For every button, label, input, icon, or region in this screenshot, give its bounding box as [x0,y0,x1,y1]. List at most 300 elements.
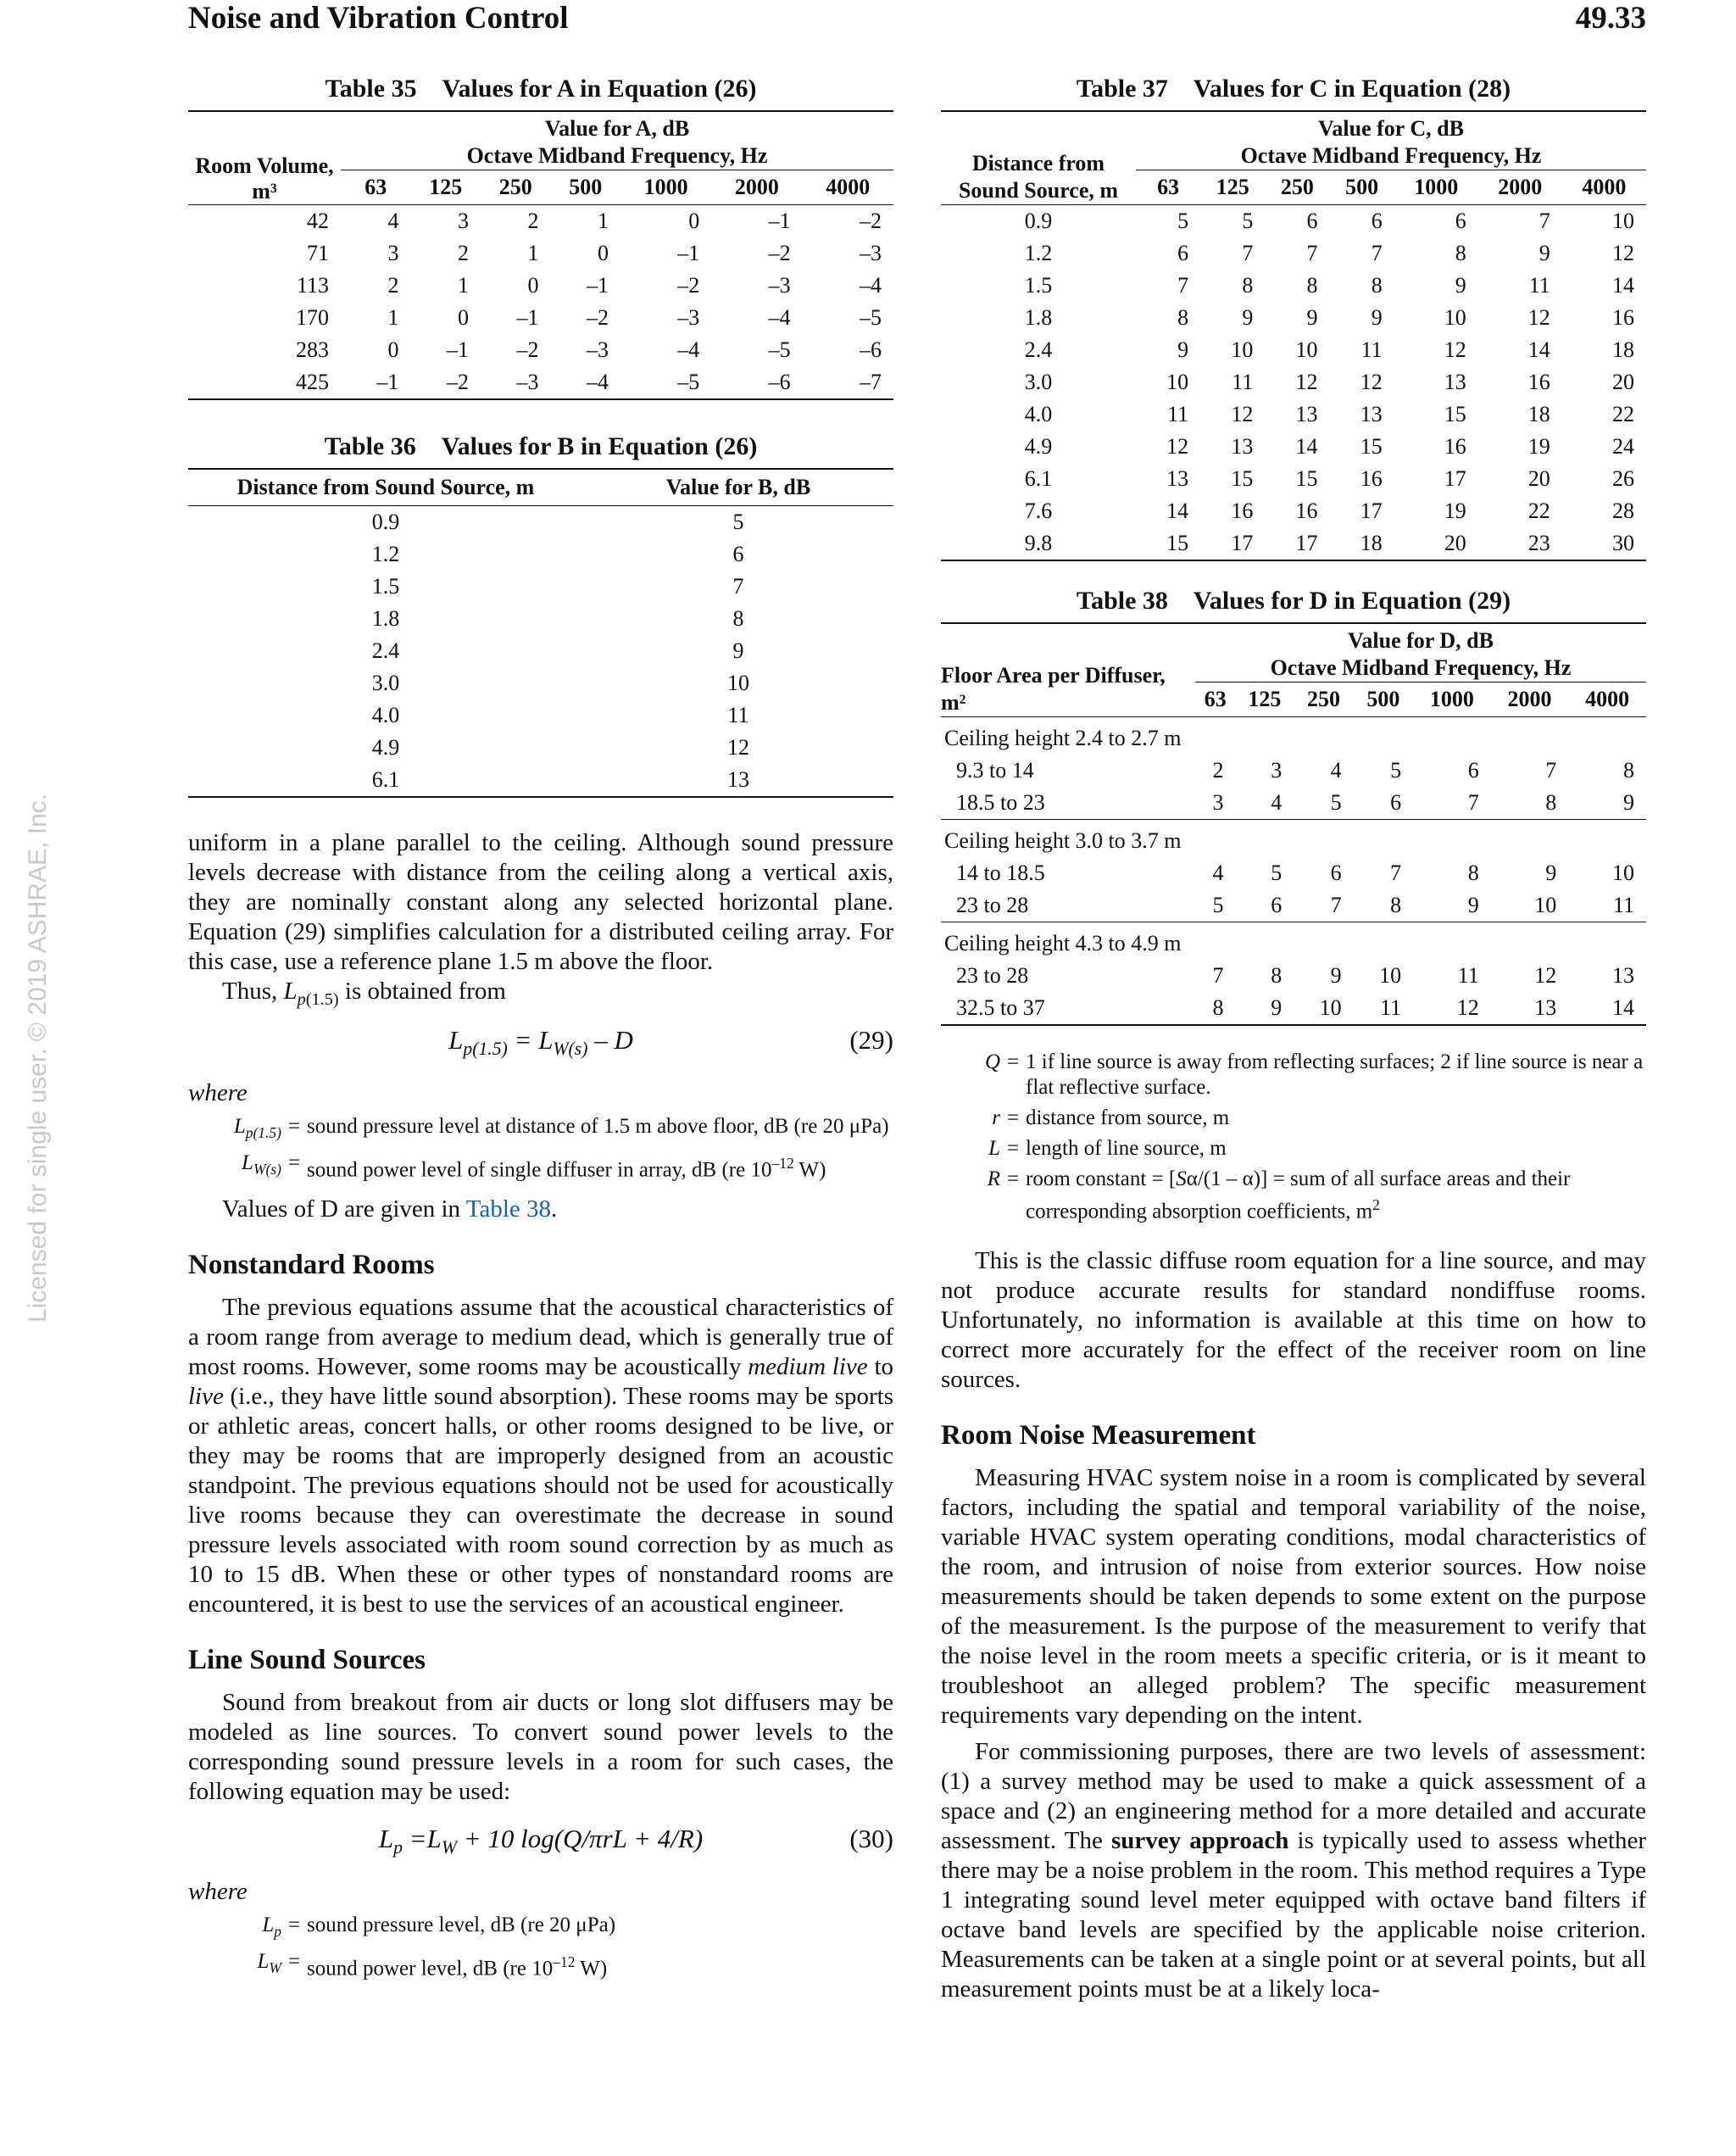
table-cell: 11 [1232,370,1254,394]
table-cell: –1 [587,273,609,298]
table-cell: 1.8 [371,606,400,631]
table-cell: 10 [1612,209,1634,233]
table38-caption: Table 38 Values for D in Equation (29) [1076,587,1511,615]
table-row [188,366,893,399]
table-cell: 1.5 [371,574,400,599]
table-cell: 4.0 [1024,402,1053,426]
table-cell: 23 to 28 [956,893,1029,917]
table-cell: 19 [1444,499,1466,523]
table-cell: 16 [1444,434,1466,459]
table-row [188,764,893,797]
table-cell: 7 [1330,893,1342,917]
table-row [941,992,1646,1025]
table-cell: 8 [1545,790,1557,815]
definition-item: r = distance from source, m [992,1106,1230,1129]
table-row [188,571,893,603]
table-cell: 6 [1371,209,1383,233]
column-header: 1000 [1429,687,1474,711]
table-row [188,334,893,366]
table-cell: 14 [1612,995,1634,1020]
table-cell: –2 [677,273,700,298]
table-cell: 9 [1306,305,1318,330]
table-row [941,302,1646,334]
table-cell: 5 [1330,790,1342,815]
table-cell: 17 [1444,466,1466,491]
table-cell: 4.9 [1024,434,1053,459]
para-measurement-1: Measuring HVAC system noise in a room is complicated by several factors, including the spatial and temporal variability of the noise, variable HVAC system operating conditions, modal characteristics of the room, and intrusion of noise from exterior sources. How noise measurements should be taken depends to some extent on the purpose of the measurement. Is the purpose of the measurement to verify that the noise level in the room meets a specific criteria, or is it meant to troubleshoot an alleged problem? The specific measurement requirements vary depending on the intent. [941,1464,1646,1730]
table-cell: 12 [1360,370,1383,394]
table-row [941,270,1646,302]
table-cell: –4 [860,273,882,298]
table-cell: 170 [296,305,329,330]
column-header: 125 [429,175,463,199]
running-header-title: Noise and Vibration Control [188,1,569,36]
table-cell: 15 [1444,402,1466,426]
eq29-definitions [188,1114,893,1183]
table-cell: 11 [1360,337,1383,362]
table-cell: 5 [732,510,744,534]
definition-item: L = length of line source, m [988,1137,1227,1160]
table-cell: 12 [1456,995,1479,1020]
table-row [941,857,1646,889]
table-cell: 0 [527,273,539,298]
para-nonstandard: The previous equations assume that the acoustical characteristics of a room range from average to medium dead, which is generally true of most rooms. However, some rooms may be acoustically medium live to live (i.e., they have little sound absorption). These rooms may be sports or athletic areas, concert halls, or other rooms designed to be live, or they may be rooms that are improperly designed from an acoustic standpoint. The previous equations should not be used for acoustically live rooms because they can overestimate the decrease in sound pressure levels associated with room sound correction by as much as 10 to 15 dB. When these or other types of nonstandard rooms are encountered, it is best to use the services of an acoustical engineer. [188,1294,894,1618]
table-cell: 13 [1360,402,1383,426]
table-cell: –2 [860,209,882,233]
table-cell: 425 [296,370,329,394]
table-cell: 0 [598,241,609,265]
column-header: 63 [1204,687,1227,711]
table-cell: –3 [768,273,791,298]
table-cell: 10 [1319,995,1342,1020]
table-cell: 283 [296,337,329,362]
table-group-row [941,922,1646,961]
heading-nonstandard-rooms: Nonstandard Rooms [188,1250,435,1281]
table-row [941,960,1646,992]
column-header: 2000 [734,175,779,199]
table-cell: –3 [516,370,539,394]
table-cell: 8 [1306,273,1318,298]
table37 [941,110,1646,561]
table-cell: –6 [768,370,791,394]
license-watermark: Licensed for single user. © 2019 ASHRAE, Inc. [24,793,52,1323]
table-cell: 3.0 [1024,370,1053,394]
where-label: where [188,1878,248,1906]
table-cell: 11 [1528,273,1550,298]
table-cell: 20 [1527,466,1550,491]
table35-row-header: Room Volume, m³ [195,153,334,203]
table-cell: 6 [732,542,744,566]
table-cell: 12 [1231,402,1254,426]
table-cell: 2 [1212,758,1224,783]
table-cell: 18 [1527,402,1550,426]
table-cell: 22 [1527,499,1550,523]
table-cell: 12 [1527,305,1550,330]
column-header: 125 [1248,687,1282,711]
table-cell: 17 [1295,531,1318,555]
table-cell: 8 [1271,963,1283,988]
table-cell: 10 [1534,893,1557,917]
table-cell: 6 [1271,893,1283,917]
table-row [941,463,1646,495]
table-row [188,205,893,238]
column-header: 63 [1157,175,1180,199]
table-cell: 6.1 [371,767,400,792]
table38-row-header: Floor Area per Diffuser, m² [941,663,1166,715]
table-cell: –3 [587,337,609,362]
equation-30: $L_p =L_W + 10$ log(Q/πrL + 4/R) (30) [378,1824,893,1858]
table-cell: 7 [1242,241,1254,265]
table-cell: –4 [677,337,700,362]
table36-col2: Value for B, dB [665,475,811,499]
table-cell: 2.4 [371,638,400,663]
table-cell: –1 [768,209,791,233]
table-cell: 9 [1330,963,1342,988]
table-cell: 13 [1534,995,1557,1020]
eq30-more-definitions [941,1050,1646,1224]
column-header: 2000 [1507,687,1552,711]
table-group-label: Ceiling height 3.0 to 3.7 m [944,828,1182,853]
column-header: 4000 [826,175,871,199]
para-diffuse-room: This is the classic diffuse room equation for a line source, and may not produce accurate results for standard nondiffuse rooms. Unfortunately, no information is available at this time on how to correct more accurately for the effect of the receiver room on line sources. [941,1247,1646,1394]
table-cell: 7 [732,574,744,599]
para-thus: Thus, $L_{p(1.5)}$ is obtained from [222,978,506,1009]
table-cell: 0.9 [1024,209,1053,233]
table-row [188,699,893,732]
table-row [188,635,893,667]
para-line-sources: Sound from breakout from air ducts or long slot diffusers may be modeled as line sources. To convert sound power levels to the corresponding sound pressure levels in a room for such cases, the following equation may be used: [188,1689,893,1806]
table-cell: –1 [447,337,469,362]
table-cell: 8 [1242,273,1254,298]
table-cell: 18 [1612,337,1634,362]
eq30-definitions [188,1913,893,1981]
column-header: 250 [1280,175,1314,199]
definition-item: $L_p$ = sound pressure level, dB (re 20 μPa) [262,1914,616,1941]
table-group-row [941,820,1646,858]
table-cell: 13 [1166,466,1189,491]
table-cell: 30 [1612,531,1634,555]
table-row [941,366,1646,398]
table-cell: 0 [458,305,469,330]
table-cell: 7 [1371,241,1383,265]
table-cell: 14 [1295,434,1318,459]
table-cell: 10 [1295,337,1318,362]
table-cell: 7 [1212,963,1224,988]
table-cell: 6 [1177,241,1189,265]
table-cell: 24 [1612,434,1634,459]
table-cell: 16 [1527,370,1550,394]
table-cell: –5 [768,337,791,362]
table-cell: 42 [307,209,329,233]
heading-room-noise-measurement: Room Noise Measurement [941,1420,1256,1451]
table-cell: 11 [1380,995,1402,1020]
table-cell: 13 [726,767,749,792]
table-cell: 7 [1538,209,1550,233]
table-row [941,755,1646,787]
table-cell: 1 [527,241,539,265]
table-cell: 7 [1467,790,1479,815]
table-cell: 13 [1295,402,1318,426]
table38-group-header: Value for D, dB Octave Midband Frequency, Hz [1195,623,1646,682]
column-header: 250 [498,175,532,199]
table-cell: 8 [1212,995,1224,1020]
table-cell: –5 [860,305,882,330]
table-cell: 23 [1527,531,1550,555]
table-cell: –1 [516,305,539,330]
table-row [941,398,1646,431]
table-cell: 8 [1371,273,1383,298]
table-cell: 14 [1166,499,1189,523]
table-cell: 20 [1444,531,1466,555]
table-cell: –6 [860,337,882,362]
table-cell: 14 [1612,273,1634,298]
table38 [941,622,1646,1026]
table-cell: 6 [1306,209,1318,233]
table-cell: 5 [1242,209,1254,233]
table-cell: 0 [688,209,700,233]
table-cell: 1.8 [1024,305,1053,330]
table-cell: –7 [860,370,882,394]
para-ceiling-plane: uniform in a plane parallel to the ceiling. Although sound pressure levels decrease with distance from the ceiling along a vertical axis, they are nominally constant along any selected horizontal plane. Equation (29) simplifies calculation for a distributed ceiling array. For this case, use a reference plane 1.5 m above the floor. [188,829,893,975]
table-cell: –2 [587,305,609,330]
table-cell: 8 [1623,758,1634,783]
table-cell: 8 [1455,241,1466,265]
table-row [188,603,893,635]
table-cell: 14 to 18.5 [956,861,1045,885]
column-header: 500 [1345,175,1379,199]
table-cell: 15 [1166,531,1189,555]
table36 [188,468,893,798]
equation-29: $L_{p(1.5)} = L_{W(s)} - D$ (29) [448,1024,893,1059]
table-row [941,889,1646,922]
table-cell: 15 [1360,434,1383,459]
table-row [941,237,1646,270]
table-cell: 14 [1527,337,1550,362]
table-row [188,732,893,764]
table35-caption: Table 35 Values for A in Equation (26) [325,75,757,103]
table-cell: 9 [1371,305,1383,330]
table-cell: 6 [1330,861,1342,885]
table-cell: 3 [1271,758,1283,783]
table37-row-header: Distance from Sound Source, m [958,151,1119,203]
table-cell: 23 to 28 [956,963,1029,988]
para-measurement-2: For commissioning purposes, there are two levels of assessment: (1) a survey method may be used to make a quick assessment of a space and (2) an engineering method for a more detailed and accurate assessment. The survey approach is typically used to assess whether there may be a noise problem in the room. This method requires a Type 1 integrating sound level meter equipped with octave band filters if octave band levels are specified by the applicable noise criterion. Measurements can be taken at a single point or at several points, but all measurement points must be at a likely loca- [941,1738,1647,2003]
table-cell: 1.2 [371,542,400,566]
table-cell: 9 [1538,241,1550,265]
table-cell: 10 [1444,305,1466,330]
table37-caption: Table 37 Values for C in Equation (28) [1076,75,1511,103]
table-cell: 18.5 to 23 [956,790,1045,815]
table-cell: 32.5 to 37 [956,995,1045,1020]
definition-item: $L_{W(s)}$ = sound power level of single diffuser in array, dB (re $10^{-12}$ W) [242,1150,826,1182]
table-cell: 2 [458,241,469,265]
table-cell: 17 [1231,531,1254,555]
definition-item: $L_W$ = sound power level, dB (re $10^{-12}$ W) [257,1950,608,1981]
table-cell: –1 [677,241,700,265]
table-row [188,302,893,334]
table-cell: 10 [726,671,749,695]
table-cell: 5 [1390,758,1402,783]
table-row [188,506,893,539]
definition-item: $L_{p(1.5)}$ = sound pressure level at distance of 1.5 m above floor, dB (re 20 μPa) [233,1114,889,1141]
table-cell: 16 [1612,305,1634,330]
table-cell: 3 [458,209,469,233]
table-group-row [941,717,1646,755]
table-cell: 7 [1306,241,1318,265]
para-values-d: Values of D are given in Table 38. [222,1195,558,1223]
table-cell: 20 [1612,370,1634,394]
table-cell: 113 [296,273,329,298]
table-row [941,787,1646,820]
table-cell: 4 [1271,790,1283,815]
table-cell: 13 [1612,963,1634,988]
table-cell: 11 [1167,402,1189,426]
table-cell: 9 [732,638,744,663]
table-row [941,527,1646,560]
column-header: 1000 [1414,175,1459,199]
table-cell: 16 [1231,499,1254,523]
table-cell: 2 [527,209,539,233]
table-row [941,495,1646,527]
table-cell: 8 [1177,305,1189,330]
table-row [188,538,893,571]
table-row [188,667,893,699]
column-header: 125 [1216,175,1249,199]
left-column [188,75,893,1986]
table-cell: 10 [1231,337,1254,362]
table-cell: 6 [1467,758,1479,783]
table-cell: 6 [1390,790,1402,815]
table-cell: 19 [1527,434,1550,459]
column-header: 500 [569,175,603,199]
table-cell: 5 [1177,209,1189,233]
table-cell: 2.4 [1024,337,1053,362]
table-cell: 15 [1231,466,1254,491]
table-cell: 7 [1177,273,1189,298]
heading-line-sound-sources: Line Sound Sources [188,1645,426,1676]
table-cell: 9 [1623,790,1634,815]
table-cell: 18 [1360,531,1383,555]
column-header: 1000 [643,175,688,199]
table-cell: 1.2 [1024,241,1053,265]
table-cell: 7 [1545,758,1557,783]
table-cell: 5 [1271,861,1283,885]
table-group-label: Ceiling height 4.3 to 4.9 m [944,931,1182,955]
table-cell: 9.8 [1024,531,1053,555]
table-cell: 15 [1295,466,1318,491]
table-cell: –2 [768,241,791,265]
table-cell: 6 [1455,209,1466,233]
table-cell: 9 [1271,995,1283,1020]
table-row [941,334,1646,366]
table-cell: 13 [1444,370,1466,394]
where-label: where [188,1078,248,1106]
table-row [188,237,893,270]
table-cell: 9 [1545,861,1557,885]
table-cell: 1 [598,209,609,233]
table-cell: 3 [387,241,399,265]
table-cell: 7.6 [1024,499,1053,523]
table38-link[interactable]: Table 38 [465,1195,552,1223]
right-column [941,75,1646,2004]
table-cell: –2 [447,370,469,394]
table-cell: 4.9 [371,735,400,760]
table-cell: 9.3 to 14 [956,758,1034,783]
table-cell: 1.5 [1024,273,1053,298]
definition-item: Q = 1 if line source is away from reflecting surfaces; 2 if line source is near a flat reflective surface. [984,1050,1644,1099]
table-cell: 11 [1612,893,1634,917]
table-cell: 13 [1231,434,1254,459]
table-cell: 12 [1444,337,1466,362]
table35 [188,110,893,400]
table-row [941,205,1646,238]
table-cell: 2 [387,273,399,298]
table-cell: 10 [1379,963,1402,988]
table-cell: 12 [1295,370,1318,394]
table-cell: 26 [1612,466,1634,491]
column-header: 500 [1366,687,1400,711]
table-cell: 71 [307,241,329,265]
column-header: 4000 [1585,687,1630,711]
column-header: 250 [1306,687,1340,711]
table-cell: 28 [1612,499,1634,523]
table-cell: 9 [1467,893,1479,917]
table-group-label: Ceiling height 2.4 to 2.7 m [944,726,1182,750]
table-row [188,270,893,302]
page-number: 49.33 [1575,1,1646,36]
table-cell: 17 [1360,499,1383,523]
table-cell: 16 [1360,466,1383,491]
table-cell: 10 [1166,370,1189,394]
table-cell: 4 [387,209,399,233]
table-cell: 0 [387,337,399,362]
table-cell: 9 [1455,273,1466,298]
table36-col1: Distance from Sound Source, m [236,475,535,499]
table-cell: 22 [1612,402,1634,426]
table-cell: 8 [1390,893,1402,917]
table-cell: 9 [1177,337,1189,362]
table-cell: 4.0 [371,703,400,727]
table-cell: –4 [587,370,609,394]
table-cell: 1 [458,273,469,298]
table-cell: 0.9 [371,510,400,534]
table-cell: 3.0 [371,671,400,695]
table-cell: 11 [727,703,749,727]
table-cell: 8 [732,606,744,631]
table-cell: 12 [1166,434,1189,459]
table-cell: 9 [1242,305,1254,330]
table-cell: 12 [1612,241,1634,265]
table36-caption: Table 36 Values for B in Equation (26) [324,432,758,460]
table35-group-header: Value for A, dB Octave Midband Frequency, Hz [341,111,893,170]
table-cell: 4 [1330,758,1342,783]
table-cell: 11 [1457,963,1479,988]
table-cell: –2 [516,337,539,362]
column-header: 63 [364,175,387,199]
table-cell: 7 [1390,861,1402,885]
table-cell: –5 [677,370,700,394]
table-cell: 5 [1212,893,1224,917]
table-cell: –3 [860,241,882,265]
column-header: 2000 [1498,175,1543,199]
table-cell: 1 [387,305,399,330]
table-cell: –3 [677,305,700,330]
table-cell: 12 [1534,963,1557,988]
column-header: 4000 [1582,175,1627,199]
table-cell: 4 [1212,861,1224,885]
definition-item: R = room constant = [Sα/(1 – α)] = sum of all surface areas and their corresponding absorption coefficients, $m^2$ [987,1167,1571,1223]
table-cell: –1 [376,370,399,394]
